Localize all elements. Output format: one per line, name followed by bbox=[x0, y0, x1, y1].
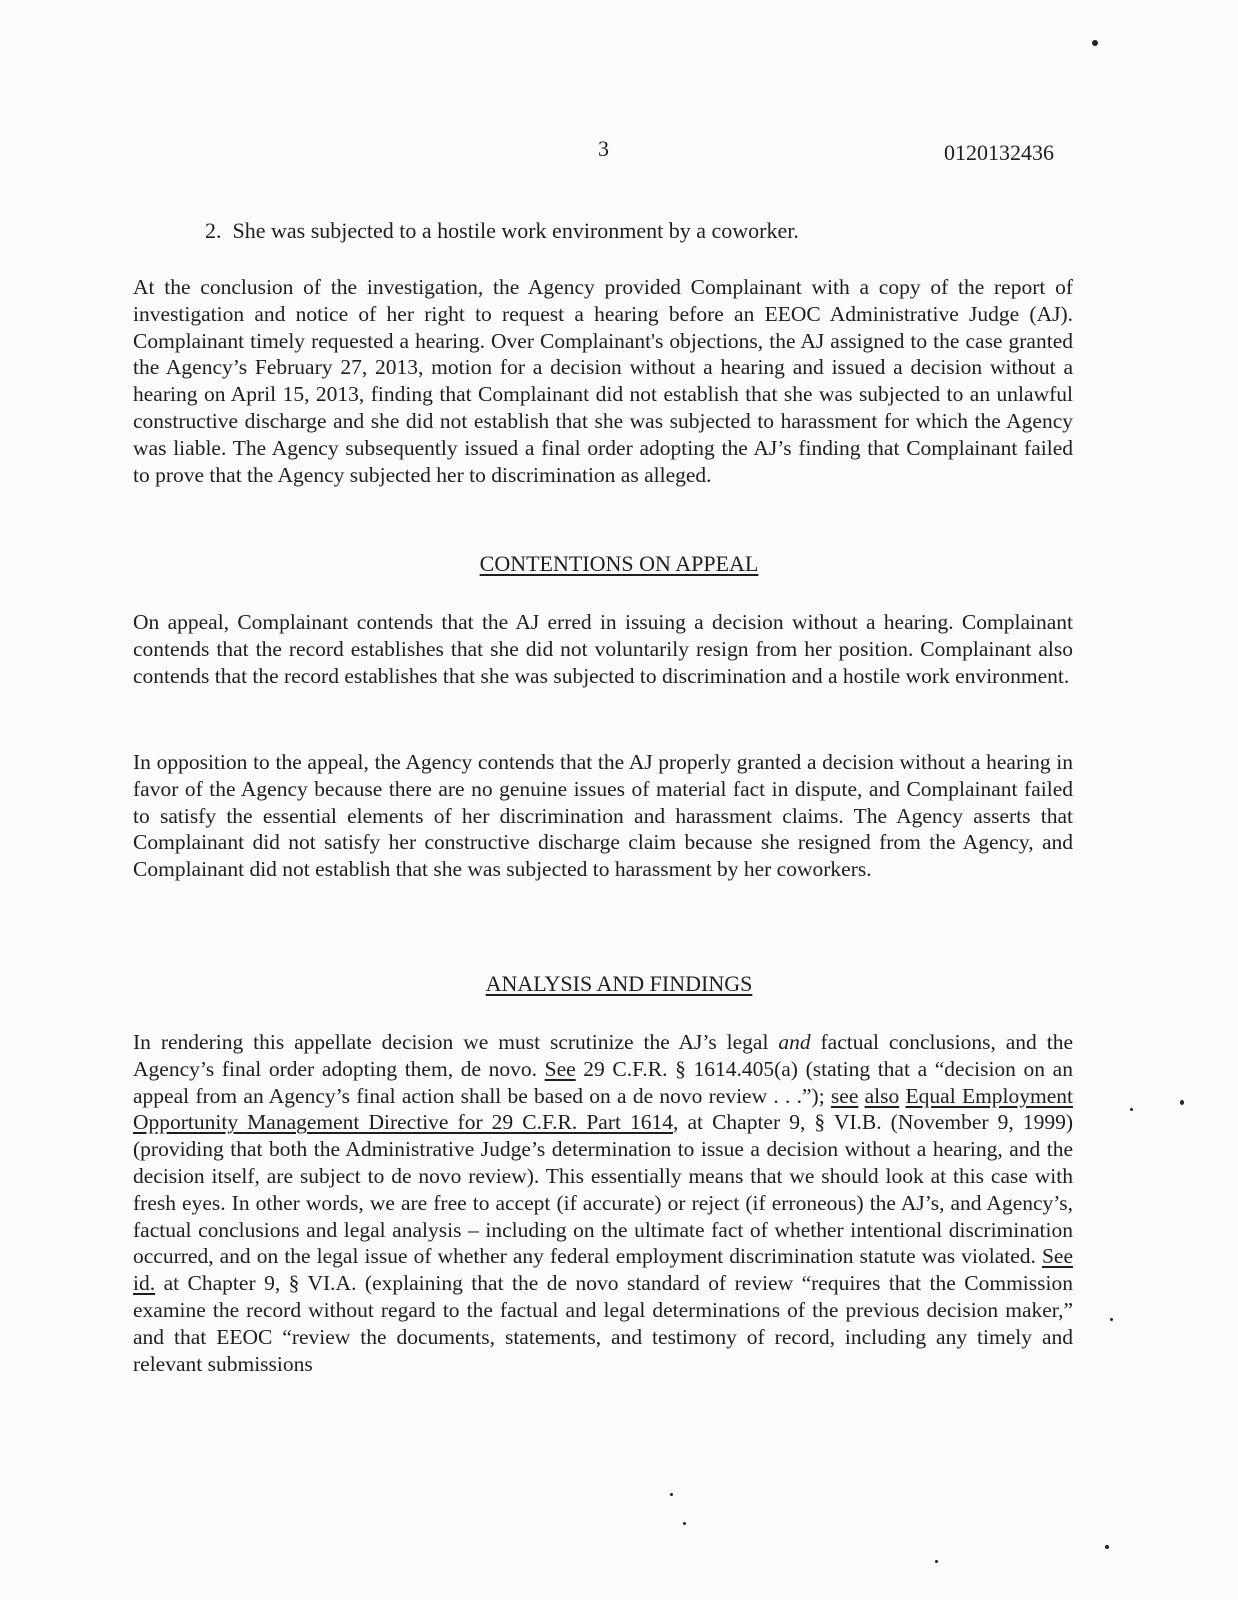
citation-signal-also: also bbox=[864, 1083, 900, 1108]
text-run: In rendering this appellate decision we must scrutinize the AJ’s legal bbox=[133, 1030, 779, 1054]
heading-contentions bbox=[0, 551, 1238, 577]
italic-and: and bbox=[778, 1030, 811, 1054]
scan-speck bbox=[1180, 1100, 1184, 1105]
scan-speck bbox=[1110, 1318, 1113, 1321]
heading-analysis-text: ANALYSIS AND FINDINGS bbox=[485, 971, 753, 996]
text-run: at Chapter 9, § VI.A. (explaining that the de novo standard of review “requires that the Commission examine the record without regard to the factual and legal determinations of the previous decision maker,” and that EEOC “review the documents, statements, and testimony of record, including any timely and relevant submissions bbox=[133, 1271, 1073, 1376]
paragraph-analysis bbox=[133, 1029, 1073, 1377]
scan-speck bbox=[935, 1560, 938, 1563]
scan-speck bbox=[1092, 40, 1098, 46]
citation-signal-see: see bbox=[830, 1083, 859, 1108]
scan-speck bbox=[1130, 1108, 1133, 1111]
scan-speck bbox=[683, 1522, 686, 1525]
text-run: factual conclusions, and the Agency’s final order adopting them, de novo. bbox=[133, 1030, 1073, 1081]
docket-number: 0120132436 bbox=[944, 140, 1054, 165]
heading-contentions-text: CONTENTIONS ON APPEAL bbox=[479, 551, 759, 576]
text-run: 29 C.F.R. § 1614.405(a) (stating that a “decision on an appeal from an Agency’s final action shall be based on a de novo review . . .”); bbox=[133, 1056, 1073, 1108]
page-number: 3 bbox=[598, 136, 609, 161]
heading-analysis bbox=[0, 971, 1238, 997]
numbered-item: 2. She was subjected to a hostile work environment by a coworker. bbox=[205, 218, 799, 243]
paragraph-complainant-contentions: On appeal, Complainant contends that the AJ erred in issuing a decision without a hearing. Complainant contends that the record establishes that she did not voluntarily resign from her position. Complainant also contends that the record establishes that she was subjected to discrimination and a hostile work environment. bbox=[133, 610, 1073, 688]
paragraph-investigation: At the conclusion of the investigation, the Agency provided Complainant with a copy of the report of investigation and notice of her right to request a hearing before an EEOC Administrative Judge (AJ). Complainant timely requested a hearing. Over Complainant's objections, the AJ assigned to the case granted the Agency’s February 27, 2013, motion for a decision without a hearing and issued a decision without a hearing on April 15, 2013, finding that Complainant did not establish that she was subjected to an unlawful constructive discharge and she did not establish that she was subjected to harassment for which the Agency was liable. The Agency subsequently issued a final order adopting the AJ’s finding that Complainant failed to prove that the Agency subjected her to discrimination as alleged. bbox=[133, 275, 1073, 487]
paragraph-agency-opposition: In opposition to the appeal, the Agency contends that the AJ properly granted a decision without a hearing in favor of the Agency because there are no genuine issues of material fact in dispute, and Complainant failed to satisfy the essential elements of her discrimination and harassment claims. The Agency asserts that Complainant did not satisfy her constructive discharge claim because she resigned from the Agency, and Complainant did not establish that she was subjected to harassment by her coworkers. bbox=[133, 750, 1073, 882]
text-run: , at Chapter 9, § VI.B. (November 9, 1999) (providing that both the Administrative Judge’s determination to issue a decision without a hearing, and the decision itself, are subject to de novo review). This essentially means that we should look at this case with fresh eyes. In other words, we are free to accept (if accurate) or reject (if erroneous) the AJ’s, and Agency’s, factual conclusions and legal analysis – including on the ultimate fact of whether intentional discrimination occurred, and on the legal issue of whether any federal employment discrimination statute was violated. bbox=[133, 1110, 1073, 1269]
citation-signal-see: See bbox=[544, 1056, 576, 1081]
citation-signal-id: id. bbox=[133, 1271, 156, 1296]
citation-directive-title: Equal Employment Opportunity Management Directive for 29 C.F.R. Part 1614 bbox=[133, 1083, 1074, 1135]
scan-speck bbox=[670, 1493, 673, 1496]
citation-signal-see: See bbox=[1041, 1244, 1073, 1269]
scan-speck bbox=[1105, 1545, 1109, 1549]
